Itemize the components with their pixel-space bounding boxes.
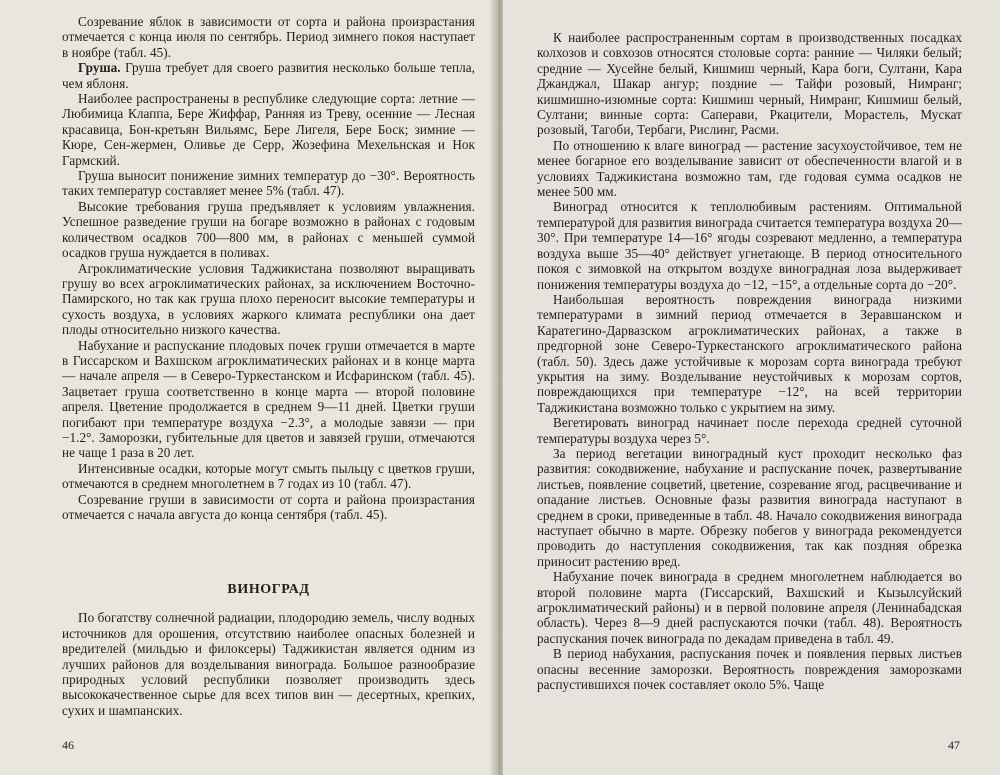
pear-term: Груша. (78, 60, 121, 76)
paragraph-pear-ripening: Созревание груши в зависимости от сорта и района произрастания отмечается с начала августа до конца сентября (табл. 45). (62, 491, 475, 522)
paragraph-pear-conditions: Агроклиматические условия Таджикистана позволяют выращивать грушу во всех агроклиматических районах, за исключением Восточно-Памирского, но так как груша плохо переносит высокие температуры и сухость воздуха, в условиях жаркого климата республики она дает плоды относительно низкого качества. (62, 260, 475, 338)
pear-intro-text: Груша требует для своего развития несколько больше тепла, чем яблоня. (62, 60, 475, 91)
paragraph-pear-intro (62, 60, 475, 91)
paragraph-grape-winter-damage: Наибольшая вероятность повреждения винограда низкими температурами в зимний период отмечается в Зеравшанском и Каратегино-Дарвазском агроклиматических районах, а также в предгорной зоне Северо-Туркестанского агроклиматического района (табл. 50). Здесь даже устойчивые к морозам сорта винограда требуют укрытия на зиму. Возделывание неустойчивых к морозам сортов, повреждающихся при температуре −12°, на всей территории Таджикистана возможно только с укрытием на зиму. (537, 291, 962, 415)
page-number-left: 46 (62, 738, 74, 752)
paragraph-grape-vegetation-start: Вегетировать виноград начинает после перехода средней суточной температуры воздуха через 5°. (537, 415, 962, 446)
paragraph-grape-phases: За период вегетации виноградный куст проходит несколько фаз развития: сокодвижение, набухание и распускание почек, развертывание листьев, появление соцветий, цветение, созревание ягод, расцвечивание и опадание листьев. Основные фазы развития винограда наступают в среднем в сроки, приведенные в табл. 48. Начало сокодвижения винограда наступает обычно в марте. Обрезку побегов у винограда рекомендуется проводить до наступления сокодвижения, так как поздняя обрезка приносит растению вред. (537, 445, 962, 569)
paragraph-apple-ripening: Созревание яблок в зависимости от сорта и района произрастания отмечается с конца июля по сентябрь. Период зимнего покоя наступает в ноябре (табл. 45). (62, 14, 475, 60)
paragraph-grape-varieties: К наиболее распространенным сортам в производственных посадках колхозов и совхозов относятся столовые сорта: ранние — Чиляки белый; средние — Хусейне белый, Кишмиш черный, Кара боги, Султани, Кара Джанджал, Шакар ангур; поздние — Тайфи розовый, Нимранг; кишмишно-изюмные сорта: Кишмиш черный, Нимранг, Кишмиш белый, Султани; винные сорта: Саперави, Ркацители, Морастель, Мускат розовый, Тагоби, Тербаги, Рислинг, Расми. (537, 30, 962, 138)
paragraph-grape-frost: В период набухания, распускания почек и появления первых листьев опасны весенние заморозки. Вероятность повреждения заморозками распустившихся почек составляет около 5%. Чаще (537, 646, 962, 693)
paragraph-grape-moisture: По отношению к влаге виноград — растение засухоустойчивое, тем не менее богарное его возделывание зависит от обеспеченности влагой и в условиях Таджикистана возможно там, где годовая сумма осадков не менее 500 мм. (537, 137, 962, 200)
paragraph-grape-budding: Набухание почек винограда в среднем многолетнем наблюдается во второй половине марта (Гиссарский, Вахшский и Кызылсуйский агроклиматический районы) и в первой половине апреля (Ленинабадская область). Через 8—9 дней распускаются почки (табл. 48). Вероятность распускания почек винограда по декадам приведена в табл. 49. (537, 569, 962, 646)
paragraph-pear-budding: Набухание и распускание плодовых почек груши отмечается в марте в Гиссарском и Вахшском агроклиматических районах и в конце марта — начале апреля — в Северо-Туркестанском и Исфаринском (табл. 45). Зацветает груша соответственно в конце марта — второй половине апреля. Цветение продолжается в среднем 9—11 дней. Цветки груши погибают при температуре воздуха −2.3°, а молодые завязи — при −1.2°. Заморозки, губительные для цветов и завязей груши, отмечаются не чаще 1 раза в 20 лет. (62, 337, 475, 461)
left-page (0, 0, 497, 775)
page-number-right: 47 (948, 738, 960, 752)
right-page (503, 0, 1000, 775)
paragraph-pear-precipitation: Интенсивные осадки, которые могут смыть пыльцу с цветков груши, отмечаются в среднем многолетнем в 7 годах из 10 (табл. 47). (62, 460, 475, 492)
paragraph-pear-moisture: Высокие требования груша предъявляет к условиям увлажнения. Успешное разведение груши на богаре возможно в районах с годовым количеством осадков 700—800 мм, в районах с меньшей суммой осадков груша нуждается в поливах. (62, 198, 475, 261)
paragraph-grape-temperature: Виноград относится к теплолюбивым растениям. Оптимальной температурой для развития винограда считается температура воздуха 20—30°. При температуре 14—16° ягоды созревают медленно, а температура воздуха выше 35—40° действует угнетающе. В период относительного покоя с зимовкой на открытом воздухе виноградная лоза выдерживает понижения температуры воздуха до −12, −15°, а отдельные сорта до −20°. (537, 199, 962, 292)
section-heading-grape: ВИНОГРАД (227, 582, 310, 598)
paragraph-pear-frost: Груша выносит понижение зимних температур до −30°. Вероятность таких температур составляет менее 5% (табл. 47). (62, 168, 475, 199)
paragraph-pear-varieties: Наиболее распространены в республике следующие сорта: летние — Любимица Клаппа, Бере Жиффар, Ранняя из Треву, осенние — Лесная красавица, Бон-кретьян Вильямс, Бере Лигеля, Бере Боск; зимние — Кюре, Сен-жермен, Оливье де Серр, Жозефина Мехельнская и Нок Гармский. (62, 91, 475, 168)
paragraph-grape-intro: По богатству солнечной радиации, плодородию земель, числу водных источников для орошения, отсутствию наиболее опасных болезней и вредителей (мильдью и филоксеры) Таджикистан является одним из лучших районов для возделывания винограда. Большое разнообразие природных условий республики позволяет производить здесь высококачественное сырье для всех типов вин — десертных, крепких, сухих и шампанских. (62, 610, 475, 718)
